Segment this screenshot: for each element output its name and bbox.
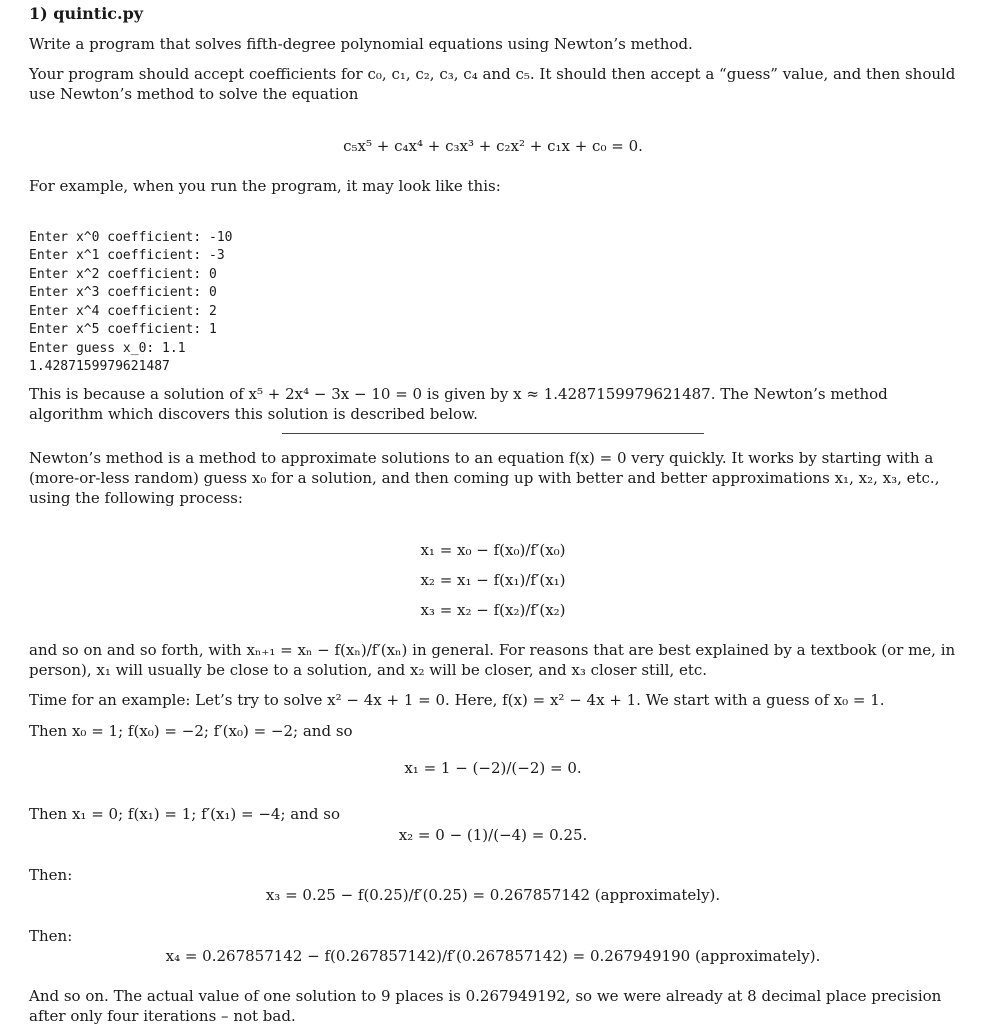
console-output — [29, 210, 233, 395]
then-x1-line: Then x₁ = 0; f(x₁) = 1; f′(x₁) = −4; and so — [29, 805, 340, 823]
example-intro: For example, when you run the program, it may look like this: — [29, 177, 501, 195]
equation-x1: x₁ = 1 − (−2)/(−2) = 0. — [404, 759, 582, 777]
general-paragraph: and so on and so forth, with xₙ₊₁ = xₙ − f(xₙ)/f′(xₙ) in general. For reasons that are best explained by a textbook (or me, in person), x₁ will usually be close to a solution, and x₂ will be closer, and x₃ closer still, etc. — [29, 641, 956, 679]
iteration-line-3: x₃ = x₂ − f(x₂)/f′(x₂) — [420, 601, 566, 619]
intro-paragraph: Write a program that solves fifth-degree polynomial equations using Newton’s method. — [29, 35, 693, 53]
section-title: 1) quintic.py — [29, 4, 144, 23]
console-line: Enter x^4 coefficient: 2 — [29, 303, 217, 319]
equation-x2: x₂ = 0 − (1)/(−4) = 0.25. — [398, 826, 588, 844]
accept-paragraph: Your program should accept coefficients for c₀, c₁, c₂, c₃, c₄ and c₅. It should then accept a “guess” value, and then should use Newton’s method to solve the equation — [29, 65, 956, 103]
main-equation: c₅x⁵ + c₄x⁴ + c₃x³ + c₂x² + c₁x + c₀ = 0. — [343, 137, 643, 155]
console-line: Enter x^0 coefficient: -10 — [29, 229, 233, 245]
console-line: Enter x^5 coefficient: 1 — [29, 322, 217, 337]
then-x0-line: Then x₀ = 1; f(x₀) = −2; f′(x₀) = −2; and so — [29, 722, 353, 740]
because-paragraph: This is because a solution of x⁵ + 2x⁴ − 3x − 10 = 0 is given by x ≈ 1.4287159979621487. The Newton’s method algorithm which discovers this solution is described below. — [29, 385, 888, 423]
iteration-line-2: x₂ = x₁ − f(x₁)/f′(x₁) — [420, 571, 566, 589]
equation-x4: x₄ = 0.267857142 − f(0.267857142)/f′(0.267857142) = 0.267949190 (approximately). — [165, 947, 821, 965]
console-line: Enter x^3 coefficient: 0 — [29, 285, 217, 300]
console-line: Enter guess x_0: 1.1 — [29, 340, 186, 356]
then-label-x4: Then: — [29, 927, 73, 945]
console-line: Enter x^1 coefficient: -3 — [29, 248, 225, 263]
equation-x3: x₃ = 0.25 − f(0.25)/f′(0.25) = 0.267857142 (approximately). — [265, 886, 721, 904]
then-label-x3: Then: — [29, 866, 73, 884]
console-line: Enter x^2 coefficient: 0 — [29, 266, 217, 282]
iteration-line-1: x₁ = x₀ − f(x₀)/f′(x₀) — [420, 541, 566, 559]
section-divider — [282, 433, 704, 434]
newton-intro-paragraph: Newton’s method is a method to approximate solutions to an equation f(x) = 0 very quickly. It works by starting with a (more-or-less random) guess x₀ for a solution, and then coming up with better and better approximations x₁, x₂, x₃, etc., using the following process: — [29, 449, 940, 507]
example-paragraph: Time for an example: Let’s try to solve x² − 4x + 1 = 0. Here, f(x) = x² − 4x + 1. We start with a guess of x₀ = 1. — [29, 691, 885, 709]
console-line: 1.4287159979621487 — [29, 359, 170, 374]
conclusion-paragraph: And so on. The actual value of one solution to 9 places is 0.267949192, so we were already at 8 decimal place precision after only four iterations – not bad. — [29, 987, 942, 1025]
